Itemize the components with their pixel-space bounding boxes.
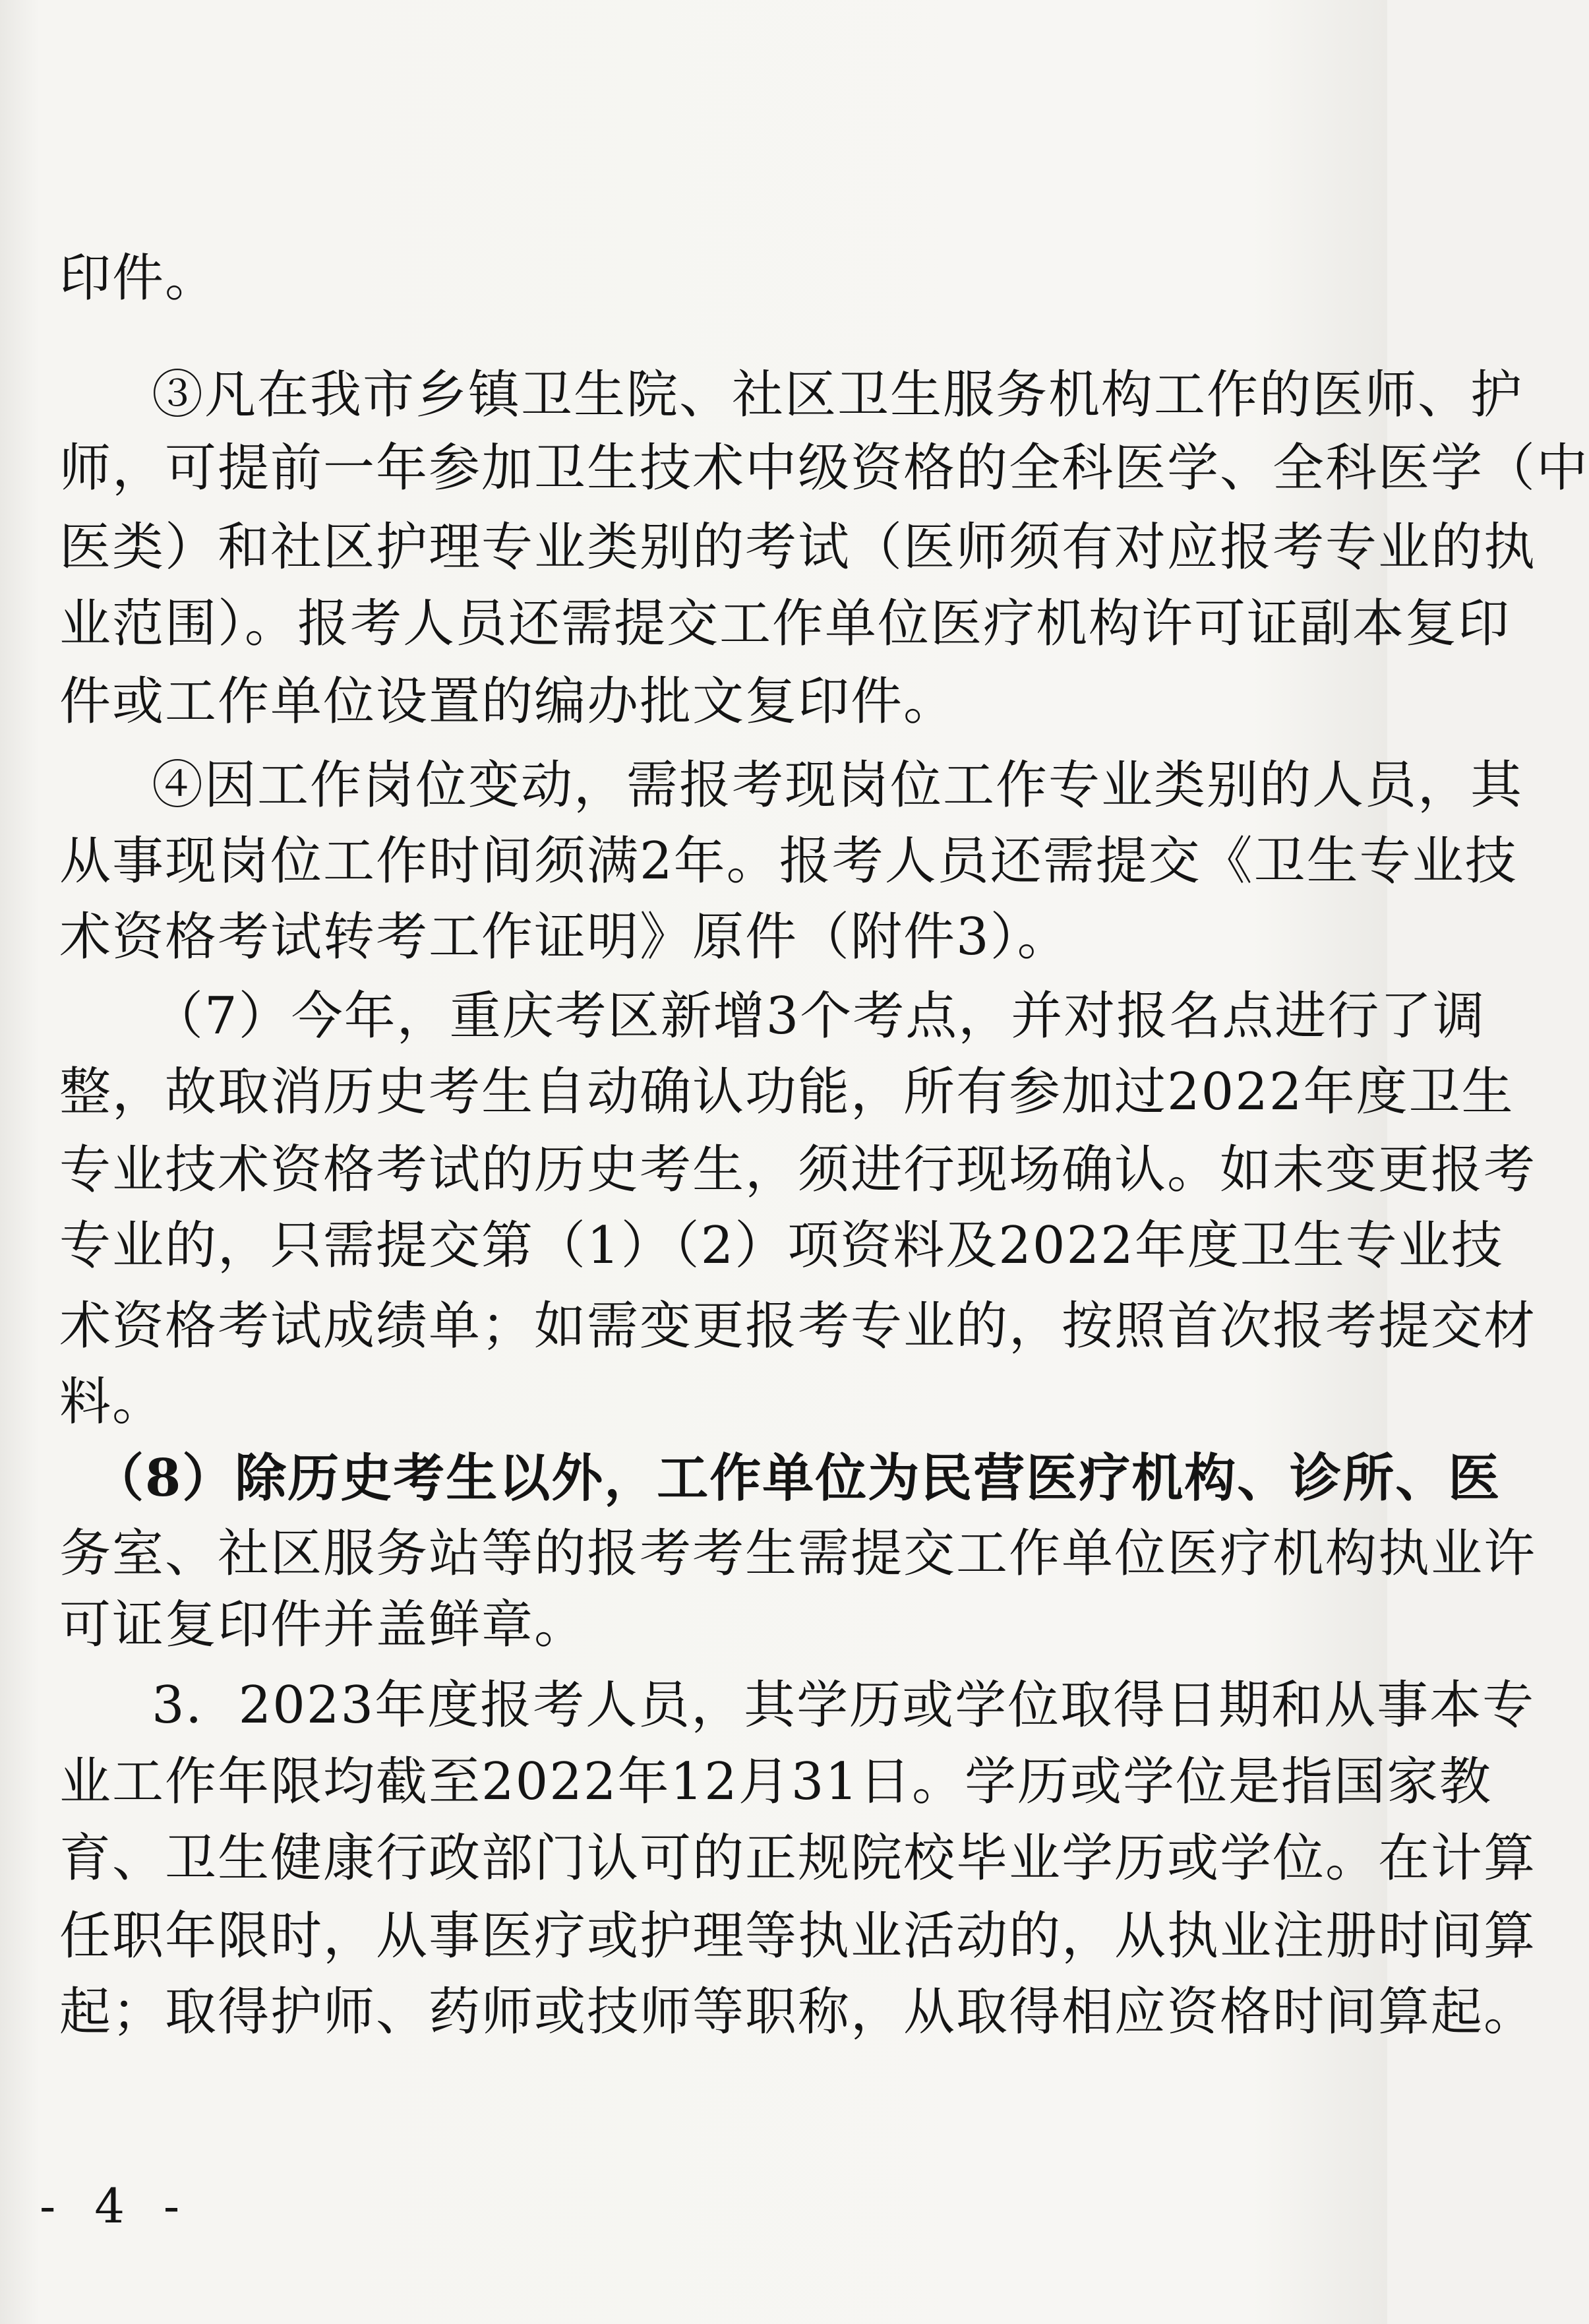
text-line: 起；取得护师、药师或技师等职称，从取得相应资格时间算起。 [59, 1982, 1537, 2042]
text-line: 整，故取消历史考生自动确认功能，所有参加过2022年度卫生 [59, 1062, 1514, 1122]
text-line: 料。 [59, 1372, 165, 1432]
text-line: 可证复印件并盖鲜章。 [59, 1595, 587, 1655]
text-line: 医类）和社区护理专业类别的考试（医师须有对应报考专业的执 [59, 518, 1537, 577]
text-line: 3．2023年度报考人员，其学历或学位取得日期和从事本专 [152, 1676, 1536, 1735]
text-line: （8）除历史考生以外，工作单位为民营医疗机构、诊所、医 [92, 1448, 1501, 1508]
text-line: 专业的，只需提交第（1）（2）项资料及2022年度卫生专业技 [59, 1216, 1504, 1275]
text-line: 任职年限时，从事医疗或护理等执业活动的，从执业注册时间算 [59, 1907, 1537, 1966]
text-line: （7）今年，重庆考区新增3个考点，并对报名点进行了调 [152, 987, 1486, 1046]
text-line: 从事现岗位工作时间须满2年。报考人员还需提交《卫生专业技 [59, 832, 1518, 891]
text-line: ③凡在我市乡镇卫生院、社区卫生服务机构工作的医师、护 [152, 365, 1524, 425]
page-number: - 4 - [40, 2178, 192, 2234]
text-line: 务室、社区服务站等的报考考生需提交工作单位医疗机构执业许 [59, 1524, 1537, 1583]
text-line: 业工作年限均截至2022年12月31日。学历或学位是指国家教 [59, 1752, 1493, 1812]
text-line: 育、卫生健康行政部门认可的正规院校毕业学历或学位。在计算 [59, 1829, 1537, 1888]
text-line: 术资格考试成绩单；如需变更报考专业的，按照首次报考提交材 [59, 1297, 1537, 1356]
text-line: 专业技术资格考试的历史考生，须进行现场确认。如未变更报考 [59, 1140, 1537, 1200]
text-line: 业范围）。报考人员还需提交工作单位医疗机构许可证副本复印 [59, 594, 1511, 654]
text-line: 师，可提前一年参加卫生技术中级资格的全科医学、全科医学（中 [59, 439, 1589, 498]
text-line: ④因工作岗位变动，需报考现岗位工作专业类别的人员，其 [152, 756, 1524, 815]
text-line: 件或工作单位设置的编办批文复印件。 [59, 672, 957, 731]
text-line: 印件。 [59, 249, 218, 308]
text-line: 术资格考试转考工作证明》原件（附件3）。 [59, 907, 1070, 967]
